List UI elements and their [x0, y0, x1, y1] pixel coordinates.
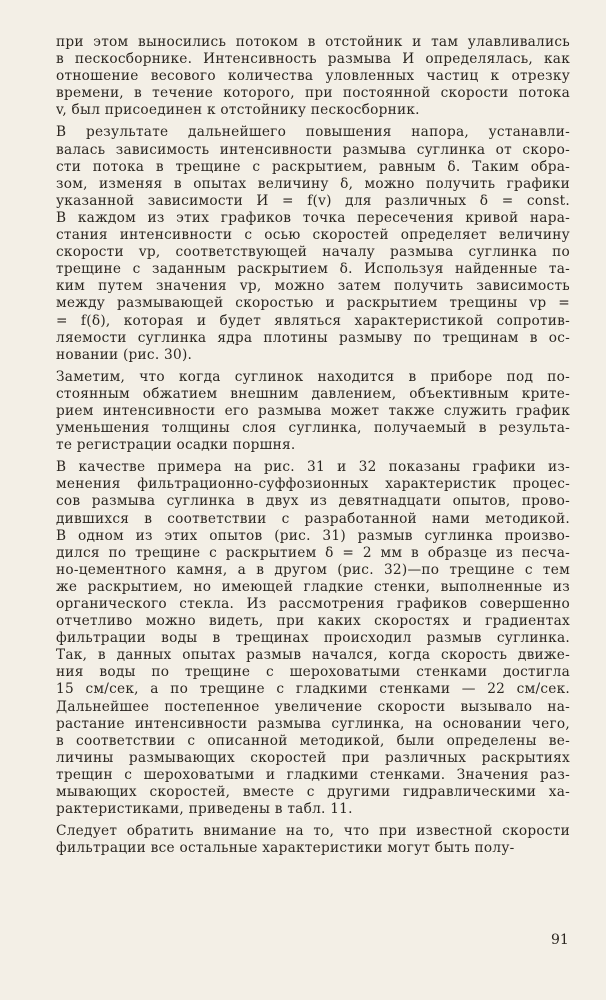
- text-line: фильтрации все остальные характеристики могут быть полу-: [56, 840, 515, 857]
- text-line: В каждом из этих графиков точка пересечения кривой нара-: [56, 209, 570, 226]
- text-line: 15 см/сек, а по трещине с гладкими стенками — 22 см/сек.: [56, 681, 570, 698]
- text-line: рием интенсивности его размыва может также служить график: [56, 402, 570, 419]
- text-line: новании (рис. 30).: [56, 346, 193, 363]
- text-line: фильтрации воды в трещинах происходил размыв суглинка.: [56, 630, 570, 647]
- text-line: же раскрытием, но имеющей гладкие стенки, выполненные из: [56, 578, 570, 595]
- text-line: в пескосборнике. Интенсивность размыва И определялась, как: [56, 51, 570, 68]
- text-line: рактеристиками, приведены в табл. 11.: [56, 801, 353, 818]
- paragraph-3: [56, 369, 570, 454]
- text-line: сти потока в трещине с раскрытием, равным δ. Таким обра-: [56, 158, 570, 175]
- text-line: Следует обратить внимание на то, что при известной скорости: [56, 823, 570, 840]
- text-line: те регистрации осадки поршня.: [56, 437, 296, 454]
- text-line: Так, в данных опытах размыв начался, когда скорость движе-: [56, 647, 570, 664]
- text-line: личины размывающих скоростей при различных раскрытиях: [56, 749, 570, 766]
- text-line: указанной зависимости И = f(v) для различных δ = const.: [56, 192, 570, 209]
- text-line: отношение весового количества уловленных частиц к отрезку: [56, 68, 570, 85]
- text-line: v, был присоединен к отстойнику пескосборник.: [56, 102, 420, 119]
- text-line: скорости vр, соответствующей началу размыва суглинка по: [56, 244, 570, 261]
- text-line: мывающих скоростей, вместе с другими гидравлическими ха-: [56, 784, 570, 801]
- text-line: уменьшения толщины слоя суглинка, получаемый в результа-: [56, 420, 570, 437]
- text-line: ким путем значения vр, можно затем получить зависимость: [56, 278, 570, 295]
- text-line: стоянным обжатием внешним давлением, объективным крите-: [56, 385, 570, 402]
- text-line: ния воды по трещине с шероховатыми стенками достигла: [56, 664, 570, 681]
- text-line: в соответствии с описанной методикой, были определены ве-: [56, 732, 570, 749]
- text-line: но-цементного камня, а в другом (рис. 32)—по трещине с тем: [56, 561, 570, 578]
- text-line: зом, изменяя в опытах величину δ, можно получить графики: [56, 175, 570, 192]
- text-line: дился по трещине с раскрытием δ = 2 мм в образце из песча-: [56, 544, 570, 561]
- text-line: растание интенсивности размыва суглинка, на основании чего,: [56, 715, 570, 732]
- text-line: В одном из этих опытов (рис. 31) размыв суглинка произво-: [56, 527, 570, 544]
- text-line: сов размыва суглинка в двух из девятнадцати опытов, прово-: [56, 493, 570, 510]
- text-line: трещине с заданным раскрытием δ. Используя найденные та-: [56, 261, 570, 278]
- text-line: времени, в течение которого, при постоянной скорости потока: [56, 85, 570, 102]
- text-line: стания интенсивности с осью скоростей определяет величину: [56, 227, 570, 244]
- text-line: менения фильтрационно-суффозионных характеристик процес-: [56, 476, 570, 493]
- text-line: Заметим, что когда суглинок находится в приборе под по-: [56, 368, 570, 385]
- text-line: В результате дальнейшего повышения напора, устанавли-: [56, 124, 570, 141]
- text-line: В качестве примера на рис. 31 и 32 показаны графики из-: [56, 459, 570, 476]
- body-text: [56, 34, 570, 862]
- paragraph-5: [56, 823, 570, 857]
- text-line: = f(δ), которая и будет являться характеристикой сопротив-: [56, 312, 570, 329]
- page-number: 91: [551, 932, 569, 948]
- text-line: отчетливо можно видеть, при каких скоростях и градиентах: [56, 613, 570, 630]
- text-line: при этом выносились потоком в отстойник и там улавливались: [56, 34, 570, 50]
- text-line: валась зависимость интенсивности размыва суглинка от скоро-: [56, 141, 570, 158]
- text-line: дившихся в соответствии с разработанной нами методикой.: [56, 510, 570, 527]
- text-line: между размывающей скоростью и раскрытием трещины vр =: [56, 295, 570, 312]
- paragraph-4: [56, 459, 570, 818]
- text-line: органического стекла. Из рассмотрения графиков совершенно: [56, 596, 570, 612]
- paragraph-2: [56, 124, 570, 363]
- text-line: ляемости суглинка ядра плотины размыву по трещинам в ос-: [56, 329, 570, 346]
- text-line: Дальнейшее постепенное увеличение скорости вызывало на-: [56, 698, 570, 715]
- paragraph-1: [56, 34, 570, 119]
- text-line: трещин с шероховатыми и гладкими стенками. Значения раз-: [56, 766, 570, 783]
